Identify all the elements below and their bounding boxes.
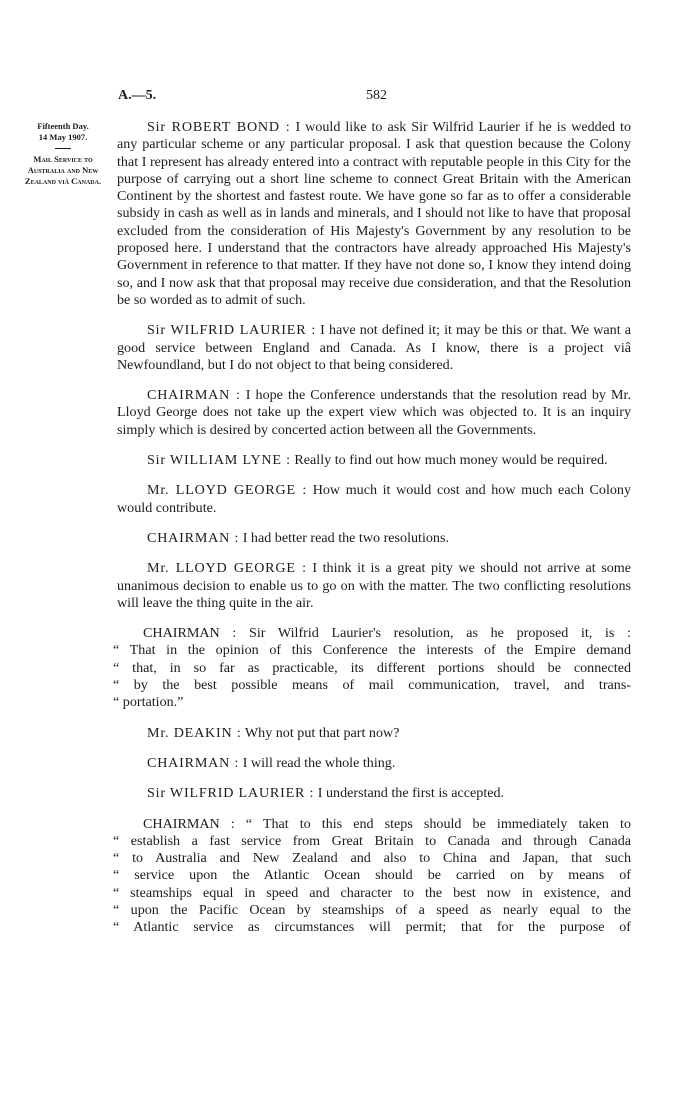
speech-paragraph bbox=[117, 530, 631, 547]
speech-text: How much it would cost and how much each Colony would contribute. bbox=[117, 482, 631, 516]
speech-text: Why not put that part now? bbox=[244, 724, 400, 741]
speech-paragraph bbox=[117, 785, 631, 802]
quote-line: “ That in the opinion of this Conference the interests of the Empire demand bbox=[113, 642, 631, 659]
speech-paragraph bbox=[117, 452, 631, 469]
speech-text: I understand the first is accepted. bbox=[317, 785, 505, 802]
page-body bbox=[113, 119, 632, 950]
speech-paragraph bbox=[117, 482, 631, 517]
speaker-name: Sir WILFRID LAURIER : bbox=[147, 322, 317, 339]
speaker-name: Mr. LLOYD GEORGE : bbox=[147, 482, 308, 499]
speech-text: I think it is a great pity we should not arrive at some unanimous decision to enable us to go on with the matter. The two conflicting resolutions will leave the thing quite in the air. bbox=[117, 560, 631, 611]
speaker-name: CHAIRMAN : bbox=[147, 529, 240, 546]
page-number: 582 bbox=[366, 88, 387, 103]
speech-paragraph bbox=[117, 387, 631, 439]
speaker-name: Sir ROBERT BOND : bbox=[147, 119, 291, 135]
speaker-name: Sir WILFRID LAURIER : bbox=[147, 785, 315, 802]
speaker-name: Mr. DEAKIN : bbox=[147, 724, 242, 741]
speech-paragraph bbox=[117, 755, 631, 772]
speech-paragraph bbox=[117, 725, 631, 742]
quote-line: “ service upon the Atlantic Ocean should be carried on by means of bbox=[113, 867, 631, 884]
speech-text: Really to find out how much money would be required. bbox=[294, 452, 608, 469]
quote-line: “ by the best possible means of mail communication, travel, and trans- bbox=[113, 677, 631, 694]
speech-paragraph bbox=[117, 322, 631, 374]
speech-text: I would like to ask Sir Wilfrid Laurier if he is wedded to any particular scheme or any particular proposal. I ask that question because the Colony that I represent has already entered into a contract with reputable people in this City for the purpose of carrying out a short line scheme to connect Great Britain with the American Continent by the shortest and fastest route. We have gone so far as to offer a considerable subsidy in cash as well as in lands and minerals, and I should not like to have that proposal excluded from the consideration of His Majesty's Government by any resolution to be proposed here. I understand that the contractors have already approached His Majesty's Government in reference to that matter. If they have not done so, I know they intend doing so, and I now ask that that proposal may receive due consideration, and that the Resolution be so worded as to admit of such. bbox=[117, 119, 632, 308]
speaker-name: Sir WILLIAM LYNE : bbox=[147, 452, 291, 469]
speech-paragraph bbox=[117, 119, 631, 309]
speech-paragraph bbox=[117, 560, 631, 612]
speech-text: I had better read the two resolutions. bbox=[242, 529, 449, 546]
page-header bbox=[118, 88, 630, 108]
speaker-name: CHAIRMAN : bbox=[147, 754, 240, 771]
margin-note bbox=[24, 121, 102, 187]
speech-text: I hope the Conference understands that the resolution read by Mr. Lloyd George does not take up the expert view which was objected to. It is an inquiry simply which is desired by concerted action between all the Governments. bbox=[117, 387, 631, 438]
quote-line: “ Atlantic service as circumstances will permit; that for the purpose of bbox=[113, 919, 631, 936]
speaker-name: CHAIRMAN : bbox=[147, 387, 241, 404]
chairman-quote-resolution bbox=[113, 625, 631, 711]
speaker-name: Mr. LLOYD GEORGE : bbox=[147, 560, 307, 577]
margin-note-divider bbox=[55, 148, 71, 149]
quote-line: “ to Australia and New Zealand and also to China and Japan, that such bbox=[113, 850, 631, 867]
speech-text: I will read the whole thing. bbox=[242, 754, 396, 771]
margin-note-day: Fifteenth Day. bbox=[37, 121, 89, 131]
chairman-quote-continuation bbox=[113, 816, 631, 937]
quote-line: “ steamships equal in speed and character to the best now in existence, and bbox=[113, 884, 631, 901]
quote-line: CHAIRMAN : Sir Wilfrid Laurier's resolution, as he proposed it, is : bbox=[143, 625, 631, 642]
quote-line: “ portation.” bbox=[113, 694, 184, 711]
quote-line: “ that, in so far as practicable, its different portions should be connected bbox=[113, 659, 631, 676]
document-reference: A.—5. bbox=[118, 88, 157, 103]
quote-line: “ establish a fast service from Great Britain to Canada and through Canada bbox=[113, 832, 631, 849]
margin-note-date: 14 May 1907. bbox=[38, 132, 88, 142]
margin-note-subject: Mail Service to Australia and New Zealand viâ Canada. bbox=[24, 154, 102, 186]
quote-line: “ upon the Pacific Ocean by steamships of a speed as nearly equal to the bbox=[113, 901, 631, 918]
quote-line: CHAIRMAN : “ That to this end steps should be immediately taken to bbox=[143, 815, 631, 832]
speech-text: I have not defined it; it may be this or that. We want a good service between England and Canada. As I know, there is a project viâ Newfoundland, but I do not object to that being considered. bbox=[117, 322, 631, 373]
